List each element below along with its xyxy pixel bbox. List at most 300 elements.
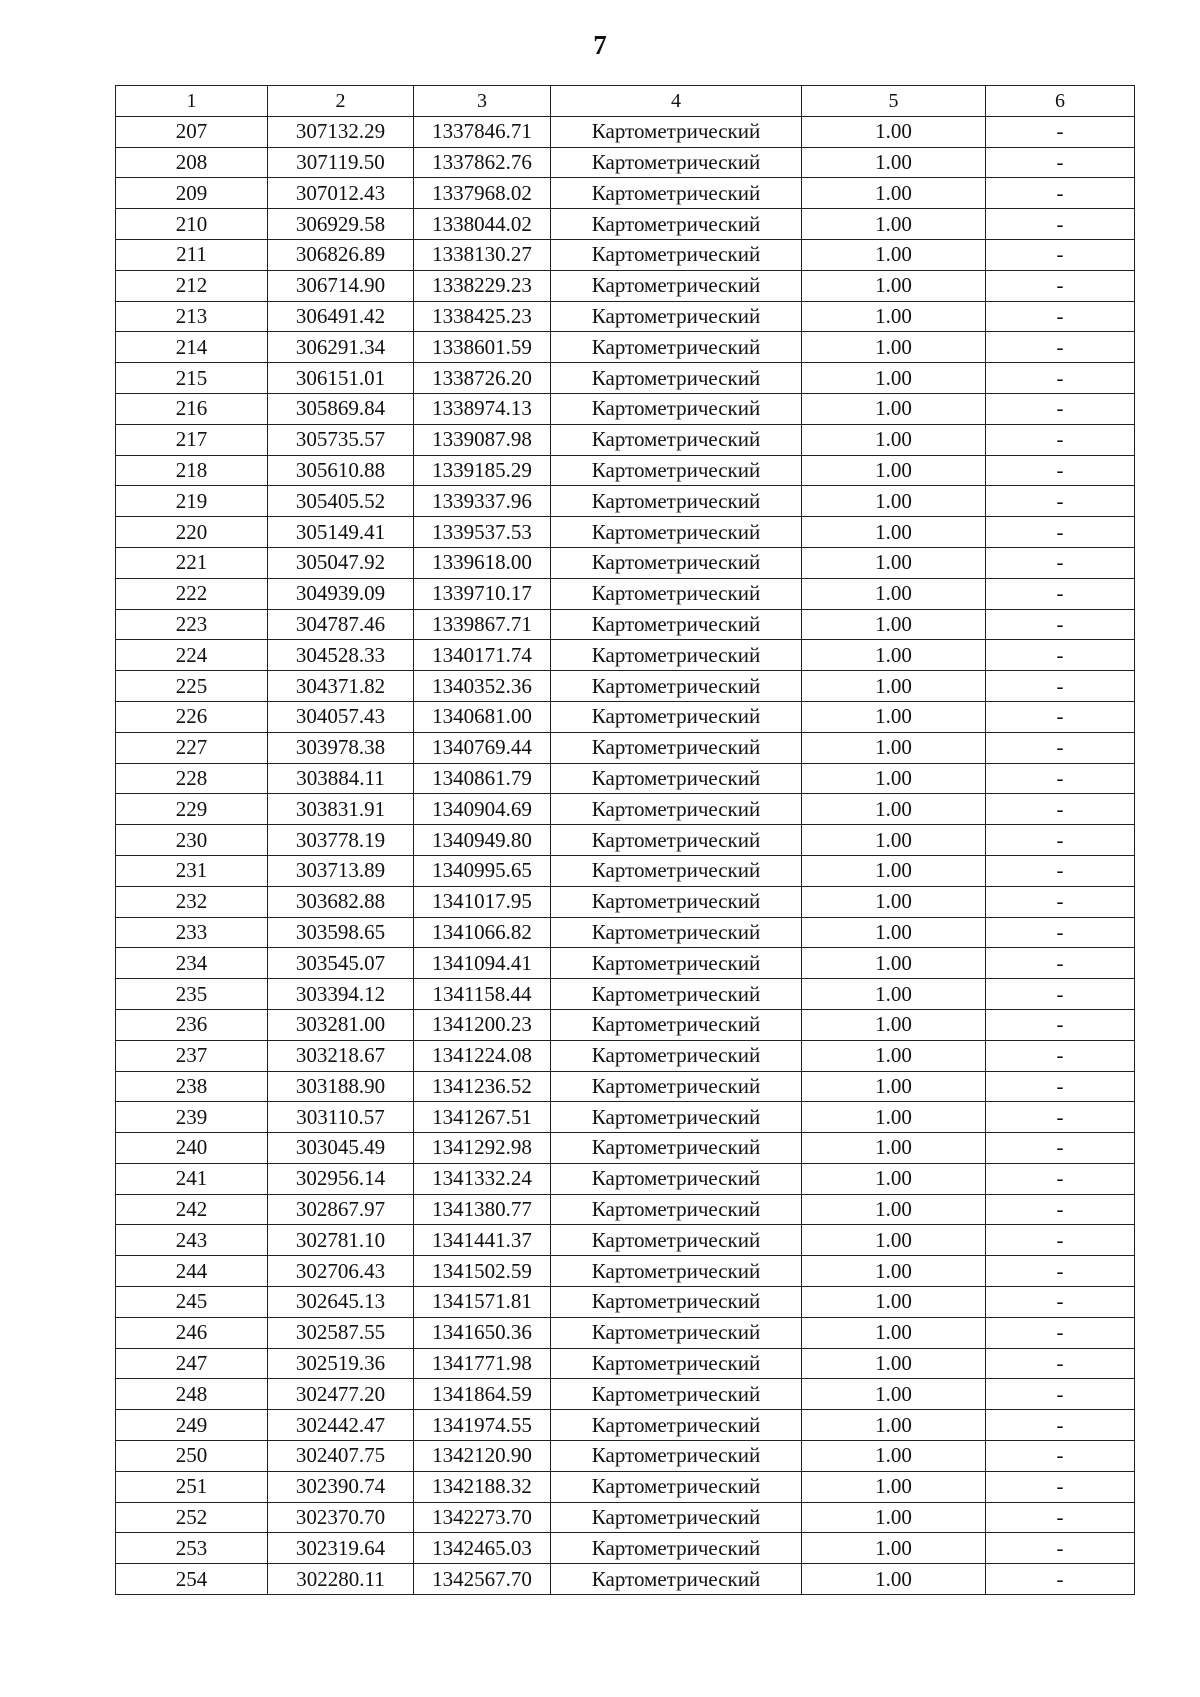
accuracy-cell: 1.00	[802, 1133, 986, 1164]
table-row	[116, 794, 1135, 825]
method-cell: Картометрический	[551, 1471, 802, 1502]
y-coordinate-cell: 1341066.82	[414, 917, 551, 948]
point-number-cell: 207	[116, 116, 268, 147]
table-row	[116, 1133, 1135, 1164]
method-cell: Картометрический	[551, 732, 802, 763]
point-number-cell: 220	[116, 517, 268, 548]
accuracy-cell: 1.00	[802, 1317, 986, 1348]
column-header: 5	[802, 86, 986, 117]
accuracy-cell: 1.00	[802, 1410, 986, 1441]
note-cell: -	[986, 825, 1135, 856]
table-row	[116, 1471, 1135, 1502]
accuracy-cell: 1.00	[802, 1009, 986, 1040]
x-coordinate-cell: 303188.90	[268, 1071, 414, 1102]
accuracy-cell: 1.00	[802, 1533, 986, 1564]
table-row	[116, 332, 1135, 363]
note-cell: -	[986, 1163, 1135, 1194]
note-cell: -	[986, 917, 1135, 948]
y-coordinate-cell: 1341200.23	[414, 1009, 551, 1040]
point-number-cell: 236	[116, 1009, 268, 1040]
table-row	[116, 671, 1135, 702]
point-number-cell: 209	[116, 178, 268, 209]
table-row	[116, 1040, 1135, 1071]
accuracy-cell: 1.00	[802, 763, 986, 794]
note-cell: -	[986, 1410, 1135, 1441]
note-cell: -	[986, 178, 1135, 209]
x-coordinate-cell: 304057.43	[268, 701, 414, 732]
column-header: 3	[414, 86, 551, 117]
x-coordinate-cell: 302370.70	[268, 1502, 414, 1533]
x-coordinate-cell: 307132.29	[268, 116, 414, 147]
table-row	[116, 1194, 1135, 1225]
table-header-row	[116, 86, 1135, 117]
table-row	[116, 948, 1135, 979]
method-cell: Картометрический	[551, 209, 802, 240]
note-cell: -	[986, 578, 1135, 609]
y-coordinate-cell: 1338044.02	[414, 209, 551, 240]
table-row	[116, 270, 1135, 301]
note-cell: -	[986, 886, 1135, 917]
accuracy-cell: 1.00	[802, 178, 986, 209]
note-cell: -	[986, 486, 1135, 517]
note-cell: -	[986, 763, 1135, 794]
method-cell: Картометрический	[551, 1379, 802, 1410]
accuracy-cell: 1.00	[802, 301, 986, 332]
method-cell: Картометрический	[551, 147, 802, 178]
note-cell: -	[986, 424, 1135, 455]
table-row	[116, 917, 1135, 948]
column-header: 2	[268, 86, 414, 117]
accuracy-cell: 1.00	[802, 332, 986, 363]
point-number-cell: 217	[116, 424, 268, 455]
point-number-cell: 230	[116, 825, 268, 856]
point-number-cell: 225	[116, 671, 268, 702]
point-number-cell: 216	[116, 393, 268, 424]
point-number-cell: 246	[116, 1317, 268, 1348]
x-coordinate-cell: 304528.33	[268, 640, 414, 671]
x-coordinate-cell: 302390.74	[268, 1471, 414, 1502]
y-coordinate-cell: 1339867.71	[414, 609, 551, 640]
x-coordinate-cell: 303281.00	[268, 1009, 414, 1040]
accuracy-cell: 1.00	[802, 1441, 986, 1472]
point-number-cell: 212	[116, 270, 268, 301]
note-cell: -	[986, 640, 1135, 671]
note-cell: -	[986, 671, 1135, 702]
note-cell: -	[986, 1502, 1135, 1533]
note-cell: -	[986, 147, 1135, 178]
x-coordinate-cell: 303831.91	[268, 794, 414, 825]
table-body	[116, 86, 1135, 1595]
accuracy-cell: 1.00	[802, 270, 986, 301]
x-coordinate-cell: 306291.34	[268, 332, 414, 363]
note-cell: -	[986, 116, 1135, 147]
accuracy-cell: 1.00	[802, 825, 986, 856]
y-coordinate-cell: 1339537.53	[414, 517, 551, 548]
accuracy-cell: 1.00	[802, 1471, 986, 1502]
table-row	[116, 547, 1135, 578]
method-cell: Картометрический	[551, 1009, 802, 1040]
x-coordinate-cell: 305610.88	[268, 455, 414, 486]
method-cell: Картометрический	[551, 825, 802, 856]
method-cell: Картометрический	[551, 455, 802, 486]
accuracy-cell: 1.00	[802, 486, 986, 517]
x-coordinate-cell: 306826.89	[268, 239, 414, 270]
point-number-cell: 243	[116, 1225, 268, 1256]
note-cell: -	[986, 701, 1135, 732]
method-cell: Картометрический	[551, 363, 802, 394]
y-coordinate-cell: 1340769.44	[414, 732, 551, 763]
note-cell: -	[986, 732, 1135, 763]
table-row	[116, 209, 1135, 240]
note-cell: -	[986, 455, 1135, 486]
x-coordinate-cell: 302587.55	[268, 1317, 414, 1348]
table-row	[116, 147, 1135, 178]
method-cell: Картометрический	[551, 1194, 802, 1225]
accuracy-cell: 1.00	[802, 393, 986, 424]
x-coordinate-cell: 304939.09	[268, 578, 414, 609]
method-cell: Картометрический	[551, 424, 802, 455]
table-row	[116, 1287, 1135, 1318]
accuracy-cell: 1.00	[802, 239, 986, 270]
table-row	[116, 979, 1135, 1010]
table-row	[116, 178, 1135, 209]
y-coordinate-cell: 1340352.36	[414, 671, 551, 702]
y-coordinate-cell: 1338974.13	[414, 393, 551, 424]
x-coordinate-cell: 302956.14	[268, 1163, 414, 1194]
x-coordinate-cell: 306714.90	[268, 270, 414, 301]
point-number-cell: 248	[116, 1379, 268, 1410]
method-cell: Картометрический	[551, 794, 802, 825]
y-coordinate-cell: 1340995.65	[414, 855, 551, 886]
y-coordinate-cell: 1337862.76	[414, 147, 551, 178]
point-number-cell: 229	[116, 794, 268, 825]
x-coordinate-cell: 305869.84	[268, 393, 414, 424]
x-coordinate-cell: 302519.36	[268, 1348, 414, 1379]
note-cell: -	[986, 517, 1135, 548]
point-number-cell: 214	[116, 332, 268, 363]
x-coordinate-cell: 302407.75	[268, 1441, 414, 1472]
method-cell: Картометрический	[551, 547, 802, 578]
y-coordinate-cell: 1341502.59	[414, 1256, 551, 1287]
accuracy-cell: 1.00	[802, 732, 986, 763]
point-number-cell: 208	[116, 147, 268, 178]
accuracy-cell: 1.00	[802, 1287, 986, 1318]
method-cell: Картометрический	[551, 270, 802, 301]
x-coordinate-cell: 302442.47	[268, 1410, 414, 1441]
accuracy-cell: 1.00	[802, 147, 986, 178]
point-number-cell: 228	[116, 763, 268, 794]
column-header: 4	[551, 86, 802, 117]
y-coordinate-cell: 1338130.27	[414, 239, 551, 270]
note-cell: -	[986, 1194, 1135, 1225]
note-cell: -	[986, 1564, 1135, 1595]
method-cell: Картометрический	[551, 301, 802, 332]
x-coordinate-cell: 303545.07	[268, 948, 414, 979]
x-coordinate-cell: 303713.89	[268, 855, 414, 886]
table-row	[116, 1225, 1135, 1256]
y-coordinate-cell: 1341236.52	[414, 1071, 551, 1102]
y-coordinate-cell: 1342465.03	[414, 1533, 551, 1564]
point-number-cell: 249	[116, 1410, 268, 1441]
x-coordinate-cell: 307012.43	[268, 178, 414, 209]
point-number-cell: 245	[116, 1287, 268, 1318]
y-coordinate-cell: 1339087.98	[414, 424, 551, 455]
note-cell: -	[986, 270, 1135, 301]
y-coordinate-cell: 1339337.96	[414, 486, 551, 517]
point-number-cell: 235	[116, 979, 268, 1010]
accuracy-cell: 1.00	[802, 209, 986, 240]
x-coordinate-cell: 306491.42	[268, 301, 414, 332]
x-coordinate-cell: 303394.12	[268, 979, 414, 1010]
note-cell: -	[986, 1040, 1135, 1071]
accuracy-cell: 1.00	[802, 1379, 986, 1410]
point-number-cell: 231	[116, 855, 268, 886]
note-cell: -	[986, 855, 1135, 886]
point-number-cell: 221	[116, 547, 268, 578]
point-number-cell: 238	[116, 1071, 268, 1102]
y-coordinate-cell: 1337968.02	[414, 178, 551, 209]
table-row	[116, 701, 1135, 732]
y-coordinate-cell: 1341292.98	[414, 1133, 551, 1164]
y-coordinate-cell: 1338425.23	[414, 301, 551, 332]
note-cell: -	[986, 1533, 1135, 1564]
method-cell: Картометрический	[551, 393, 802, 424]
point-number-cell: 211	[116, 239, 268, 270]
y-coordinate-cell: 1341224.08	[414, 1040, 551, 1071]
table-row	[116, 1441, 1135, 1472]
table-row	[116, 1564, 1135, 1595]
table-row	[116, 763, 1135, 794]
note-cell: -	[986, 239, 1135, 270]
point-number-cell: 239	[116, 1102, 268, 1133]
column-header: 6	[986, 86, 1135, 117]
method-cell: Картометрический	[551, 1071, 802, 1102]
method-cell: Картометрический	[551, 763, 802, 794]
note-cell: -	[986, 1471, 1135, 1502]
page-number: 7	[593, 30, 607, 60]
y-coordinate-cell: 1341094.41	[414, 948, 551, 979]
y-coordinate-cell: 1341332.24	[414, 1163, 551, 1194]
point-number-cell: 213	[116, 301, 268, 332]
method-cell: Картометрический	[551, 1533, 802, 1564]
x-coordinate-cell: 303682.88	[268, 886, 414, 917]
point-number-cell: 233	[116, 917, 268, 948]
accuracy-cell: 1.00	[802, 1256, 986, 1287]
point-number-cell: 210	[116, 209, 268, 240]
table-row	[116, 424, 1135, 455]
method-cell: Картометрический	[551, 239, 802, 270]
point-number-cell: 234	[116, 948, 268, 979]
point-number-cell: 253	[116, 1533, 268, 1564]
table-row	[116, 1256, 1135, 1287]
y-coordinate-cell: 1340949.80	[414, 825, 551, 856]
method-cell: Картометрический	[551, 1133, 802, 1164]
method-cell: Картометрический	[551, 917, 802, 948]
accuracy-cell: 1.00	[802, 855, 986, 886]
x-coordinate-cell: 302319.64	[268, 1533, 414, 1564]
y-coordinate-cell: 1337846.71	[414, 116, 551, 147]
accuracy-cell: 1.00	[802, 1163, 986, 1194]
method-cell: Картометрический	[551, 886, 802, 917]
note-cell: -	[986, 301, 1135, 332]
accuracy-cell: 1.00	[802, 424, 986, 455]
x-coordinate-cell: 303598.65	[268, 917, 414, 948]
table-row	[116, 363, 1135, 394]
accuracy-cell: 1.00	[802, 1502, 986, 1533]
point-number-cell: 219	[116, 486, 268, 517]
method-cell: Картометрический	[551, 178, 802, 209]
accuracy-cell: 1.00	[802, 1564, 986, 1595]
method-cell: Картометрический	[551, 1564, 802, 1595]
note-cell: -	[986, 1071, 1135, 1102]
y-coordinate-cell: 1338726.20	[414, 363, 551, 394]
y-coordinate-cell: 1340171.74	[414, 640, 551, 671]
accuracy-cell: 1.00	[802, 547, 986, 578]
y-coordinate-cell: 1342120.90	[414, 1441, 551, 1472]
y-coordinate-cell: 1339618.00	[414, 547, 551, 578]
x-coordinate-cell: 302867.97	[268, 1194, 414, 1225]
y-coordinate-cell: 1341571.81	[414, 1287, 551, 1318]
table-row	[116, 578, 1135, 609]
accuracy-cell: 1.00	[802, 116, 986, 147]
accuracy-cell: 1.00	[802, 794, 986, 825]
y-coordinate-cell: 1340681.00	[414, 701, 551, 732]
method-cell: Картометрический	[551, 855, 802, 886]
method-cell: Картометрический	[551, 701, 802, 732]
accuracy-cell: 1.00	[802, 1071, 986, 1102]
note-cell: -	[986, 547, 1135, 578]
point-number-cell: 223	[116, 609, 268, 640]
x-coordinate-cell: 303778.19	[268, 825, 414, 856]
y-coordinate-cell: 1341974.55	[414, 1410, 551, 1441]
point-number-cell: 251	[116, 1471, 268, 1502]
method-cell: Картометрический	[551, 1502, 802, 1533]
note-cell: -	[986, 794, 1135, 825]
table-row	[116, 609, 1135, 640]
method-cell: Картометрический	[551, 609, 802, 640]
method-cell: Картометрический	[551, 1040, 802, 1071]
note-cell: -	[986, 1256, 1135, 1287]
x-coordinate-cell: 307119.50	[268, 147, 414, 178]
method-cell: Картометрический	[551, 1348, 802, 1379]
y-coordinate-cell: 1341017.95	[414, 886, 551, 917]
column-header: 1	[116, 86, 268, 117]
method-cell: Картометрический	[551, 1317, 802, 1348]
point-number-cell: 250	[116, 1441, 268, 1472]
table-row	[116, 455, 1135, 486]
accuracy-cell: 1.00	[802, 517, 986, 548]
point-number-cell: 247	[116, 1348, 268, 1379]
accuracy-cell: 1.00	[802, 609, 986, 640]
point-number-cell: 232	[116, 886, 268, 917]
y-coordinate-cell: 1342567.70	[414, 1564, 551, 1595]
note-cell: -	[986, 1379, 1135, 1410]
method-cell: Картометрический	[551, 979, 802, 1010]
x-coordinate-cell: 305149.41	[268, 517, 414, 548]
method-cell: Картометрический	[551, 1287, 802, 1318]
note-cell: -	[986, 609, 1135, 640]
note-cell: -	[986, 948, 1135, 979]
y-coordinate-cell: 1340861.79	[414, 763, 551, 794]
y-coordinate-cell: 1341771.98	[414, 1348, 551, 1379]
point-number-cell: 242	[116, 1194, 268, 1225]
point-number-cell: 244	[116, 1256, 268, 1287]
x-coordinate-cell: 303110.57	[268, 1102, 414, 1133]
accuracy-cell: 1.00	[802, 640, 986, 671]
y-coordinate-cell: 1341650.36	[414, 1317, 551, 1348]
note-cell: -	[986, 1133, 1135, 1164]
y-coordinate-cell: 1342188.32	[414, 1471, 551, 1502]
point-number-cell: 237	[116, 1040, 268, 1071]
y-coordinate-cell: 1340904.69	[414, 794, 551, 825]
point-number-cell: 226	[116, 701, 268, 732]
table-row	[116, 1071, 1135, 1102]
method-cell: Картометрический	[551, 332, 802, 363]
accuracy-cell: 1.00	[802, 979, 986, 1010]
table-row	[116, 1533, 1135, 1564]
table-row	[116, 517, 1135, 548]
method-cell: Картометрический	[551, 1163, 802, 1194]
table-row	[116, 1348, 1135, 1379]
note-cell: -	[986, 1317, 1135, 1348]
y-coordinate-cell: 1338601.59	[414, 332, 551, 363]
x-coordinate-cell: 305735.57	[268, 424, 414, 455]
table-row	[116, 393, 1135, 424]
x-coordinate-cell: 306151.01	[268, 363, 414, 394]
method-cell: Картометрический	[551, 1441, 802, 1472]
x-coordinate-cell: 302706.43	[268, 1256, 414, 1287]
x-coordinate-cell: 305047.92	[268, 547, 414, 578]
table-row	[116, 886, 1135, 917]
accuracy-cell: 1.00	[802, 917, 986, 948]
x-coordinate-cell: 304371.82	[268, 671, 414, 702]
method-cell: Картометрический	[551, 578, 802, 609]
accuracy-cell: 1.00	[802, 1102, 986, 1133]
point-number-cell: 227	[116, 732, 268, 763]
x-coordinate-cell: 306929.58	[268, 209, 414, 240]
note-cell: -	[986, 209, 1135, 240]
y-coordinate-cell: 1341267.51	[414, 1102, 551, 1133]
x-coordinate-cell: 303978.38	[268, 732, 414, 763]
method-cell: Картометрический	[551, 640, 802, 671]
y-coordinate-cell: 1338229.23	[414, 270, 551, 301]
note-cell: -	[986, 1287, 1135, 1318]
note-cell: -	[986, 1348, 1135, 1379]
method-cell: Картометрический	[551, 948, 802, 979]
note-cell: -	[986, 363, 1135, 394]
table-row	[116, 1163, 1135, 1194]
y-coordinate-cell: 1339710.17	[414, 578, 551, 609]
accuracy-cell: 1.00	[802, 455, 986, 486]
x-coordinate-cell: 302645.13	[268, 1287, 414, 1318]
point-number-cell: 218	[116, 455, 268, 486]
x-coordinate-cell: 302477.20	[268, 1379, 414, 1410]
table-row	[116, 1009, 1135, 1040]
x-coordinate-cell: 302280.11	[268, 1564, 414, 1595]
x-coordinate-cell: 303884.11	[268, 763, 414, 794]
y-coordinate-cell: 1341380.77	[414, 1194, 551, 1225]
method-cell: Картометрический	[551, 1102, 802, 1133]
accuracy-cell: 1.00	[802, 363, 986, 394]
accuracy-cell: 1.00	[802, 1348, 986, 1379]
y-coordinate-cell: 1341864.59	[414, 1379, 551, 1410]
point-number-cell: 252	[116, 1502, 268, 1533]
point-number-cell: 254	[116, 1564, 268, 1595]
coordinates-table	[115, 85, 1135, 1595]
method-cell: Картометрический	[551, 486, 802, 517]
note-cell: -	[986, 979, 1135, 1010]
method-cell: Картометрический	[551, 671, 802, 702]
